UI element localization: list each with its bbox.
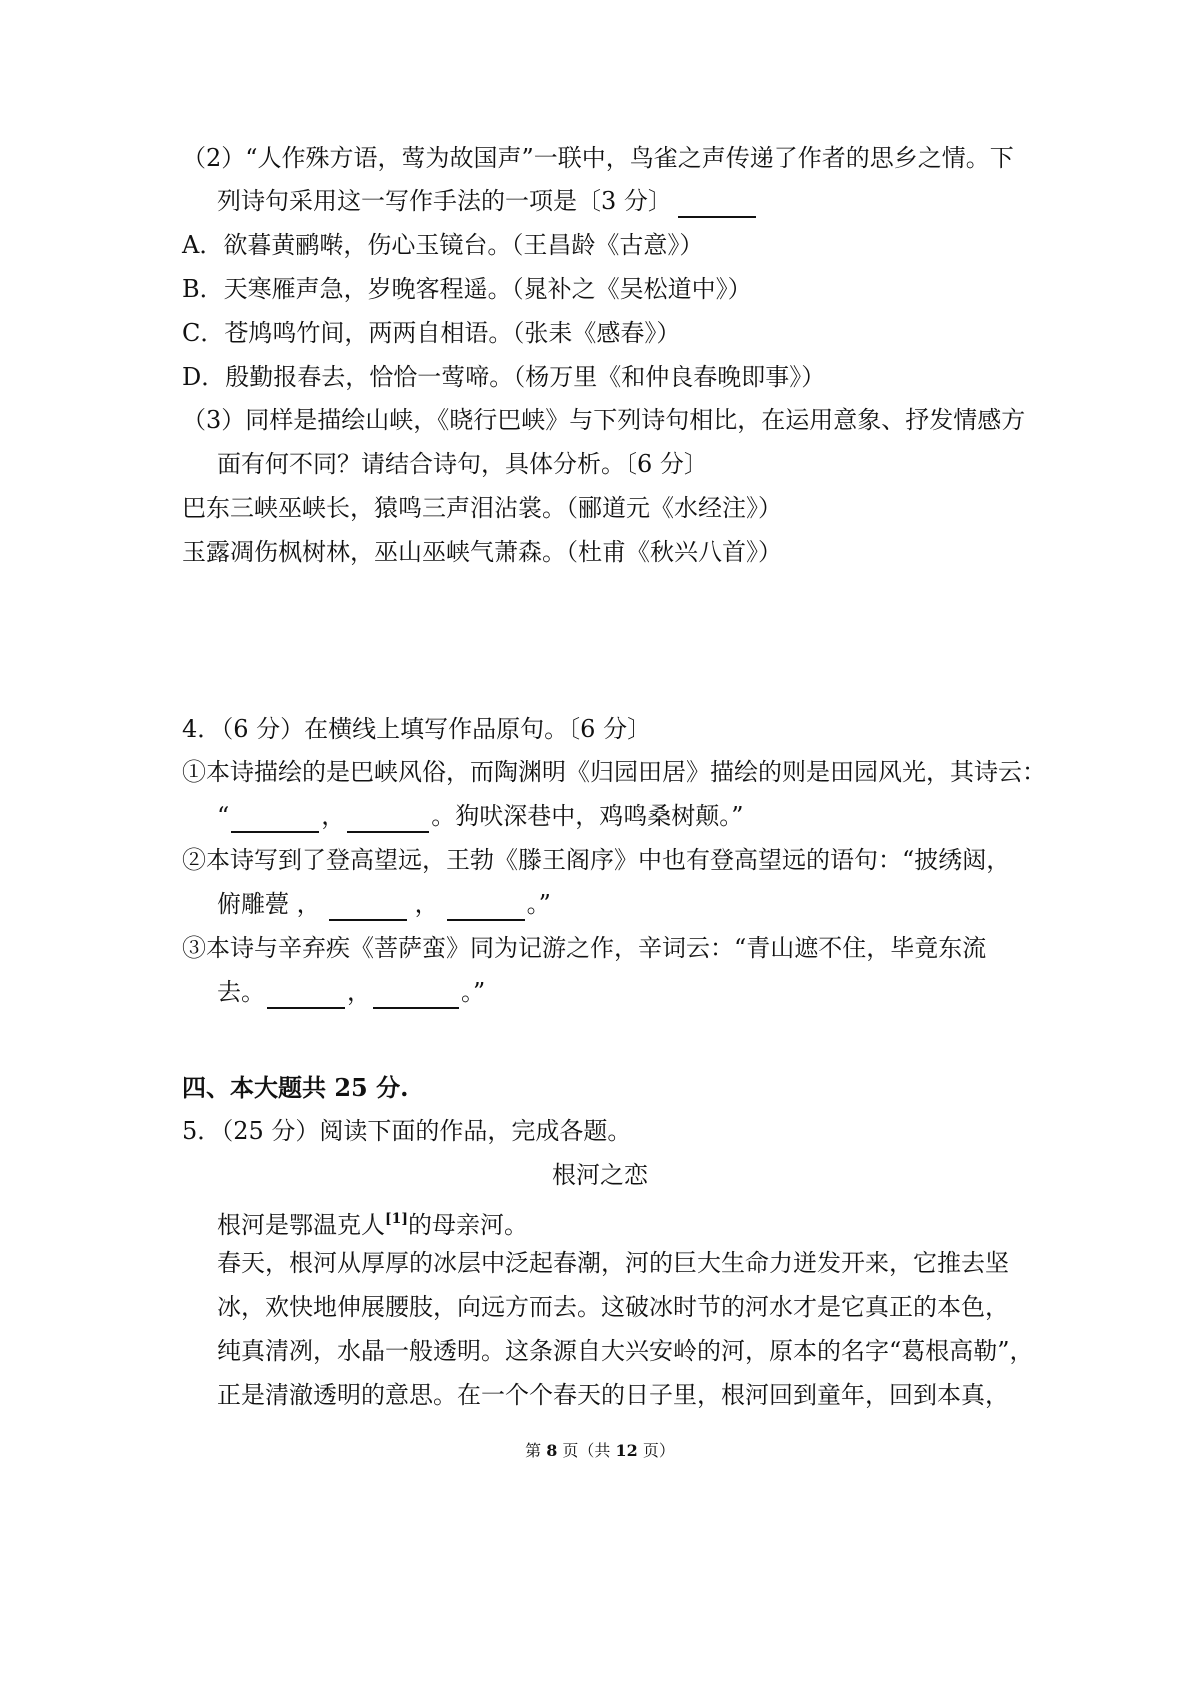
footnote-marker: [1] xyxy=(385,1211,408,1227)
comma: ， xyxy=(347,978,371,1006)
q3-2-line2 xyxy=(217,184,758,218)
page-number: 8 xyxy=(546,1441,558,1460)
item3-head: 去。 xyxy=(217,978,265,1006)
p1-text: 根河是鄂温克人 xyxy=(217,1211,385,1239)
option-d: D．殷勤报春去，恰恰一莺啼。（杨万里《和仲良春晚即事》） xyxy=(182,363,826,391)
item1-tail: 。狗吠深巷中，鸡鸣桑树颠。” xyxy=(431,802,744,830)
comma: ， xyxy=(321,802,346,830)
fill-blank-3[interactable] xyxy=(329,893,407,921)
item2-tail: 。” xyxy=(526,890,551,918)
q3-3-line2: 面有何不同？请结合诗句，具体分析。〔6 分〕 xyxy=(217,450,708,478)
option-a: A．欲暮黄鹂啭，伤心玉镜台。（王昌龄《古意》） xyxy=(182,231,704,259)
footer-suffix: 页） xyxy=(637,1441,675,1460)
essay-title: 根河之恋 xyxy=(552,1161,648,1189)
q4-item2-line1: ②本诗写到了登高望远，王勃《滕王阁序》中也有登高望远的语句：“披绣闼， xyxy=(182,846,1011,874)
q5-title: 5．（25 分）阅读下面的作品，完成各题。 xyxy=(182,1117,632,1145)
q4-item1-line1: ①本诗描绘的是巴峡风俗，而陶渊明《归园田居》描绘的则是田园风光，其诗云： xyxy=(182,758,1046,786)
essay-p2-line4: 正是清澈透明的意思。在一个个春天的日子里，根河回到童年，回到本真， xyxy=(217,1381,1009,1409)
poem-line-1: 巴东三峡巫峡长，猿鸣三声泪沾裳。（郦道元《水经注》） xyxy=(182,494,782,522)
fill-blank-6[interactable] xyxy=(373,981,459,1009)
footer-middle: 页（共 xyxy=(557,1441,616,1460)
total-pages: 12 xyxy=(615,1441,638,1460)
poem-line-2: 玉露凋伤枫树林，巫山巫峡气萧森。（杜甫《秋兴八首》） xyxy=(182,538,782,566)
item3-tail: 。” xyxy=(461,978,486,1006)
q3-3-line1: （3）同样是描绘山峡，《晓行巴峡》与下列诗句相比，在运用意象、抒发情感方 xyxy=(182,406,1026,434)
essay-p2-line3: 纯真清冽，水晶一般透明。这条源自大兴安岭的河，原本的名字“葛根高勒”， xyxy=(217,1337,1034,1365)
q3-2-line2-text: 列诗句采用这一写作手法的一项是〔3 分〕 xyxy=(217,187,672,215)
essay-p1 xyxy=(217,1202,528,1242)
comma: ， xyxy=(414,890,439,918)
q3-2-line1: （2）“人作殊方语，莺为故国声”一联中，鸟雀之声传递了作者的思乡之情。下 xyxy=(182,144,1014,172)
answer-blank[interactable] xyxy=(678,190,756,218)
option-b: B．天寒雁声急，岁晚客程遥。（晁补之《吴松道中》） xyxy=(182,275,752,303)
q4-item3-line2 xyxy=(217,975,485,1009)
section-heading: 四、本大题共 25 分. xyxy=(182,1073,409,1102)
q4-item1-line2 xyxy=(217,799,744,833)
page-footer xyxy=(0,1441,1200,1461)
fill-blank-1[interactable] xyxy=(231,805,319,833)
essay-p2-line2: 冰，欢快地伸展腰肢，向远方而去。这破冰时节的河水才是它真正的本色， xyxy=(217,1293,1009,1321)
footer-prefix: 第 xyxy=(525,1441,547,1460)
p1-tail: 的母亲河。 xyxy=(408,1211,528,1239)
q4-item2-line2 xyxy=(217,887,551,921)
essay-p2-line1: 春天，根河从厚厚的冰层中泛起春潮，河的巨大生命力迸发开来，它推去坚 xyxy=(217,1249,1009,1277)
open-quote: “ xyxy=(217,802,230,830)
fill-blank-4[interactable] xyxy=(447,893,525,921)
fill-blank-2[interactable] xyxy=(347,805,429,833)
item2-head: 俯雕甍 ， xyxy=(217,890,321,918)
fill-blank-5[interactable] xyxy=(267,981,345,1009)
q4-title: 4．（6 分）在横线上填写作品原句。〔6 分〕 xyxy=(182,715,652,743)
option-c: C．苍鸠鸣竹间，两两自相语。（张耒《感春》） xyxy=(182,319,681,347)
q4-item3-line1: ③本诗与辛弃疾《菩萨蛮》同为记游之作，辛词云：“青山遮不住，毕竟东流 xyxy=(182,934,987,962)
